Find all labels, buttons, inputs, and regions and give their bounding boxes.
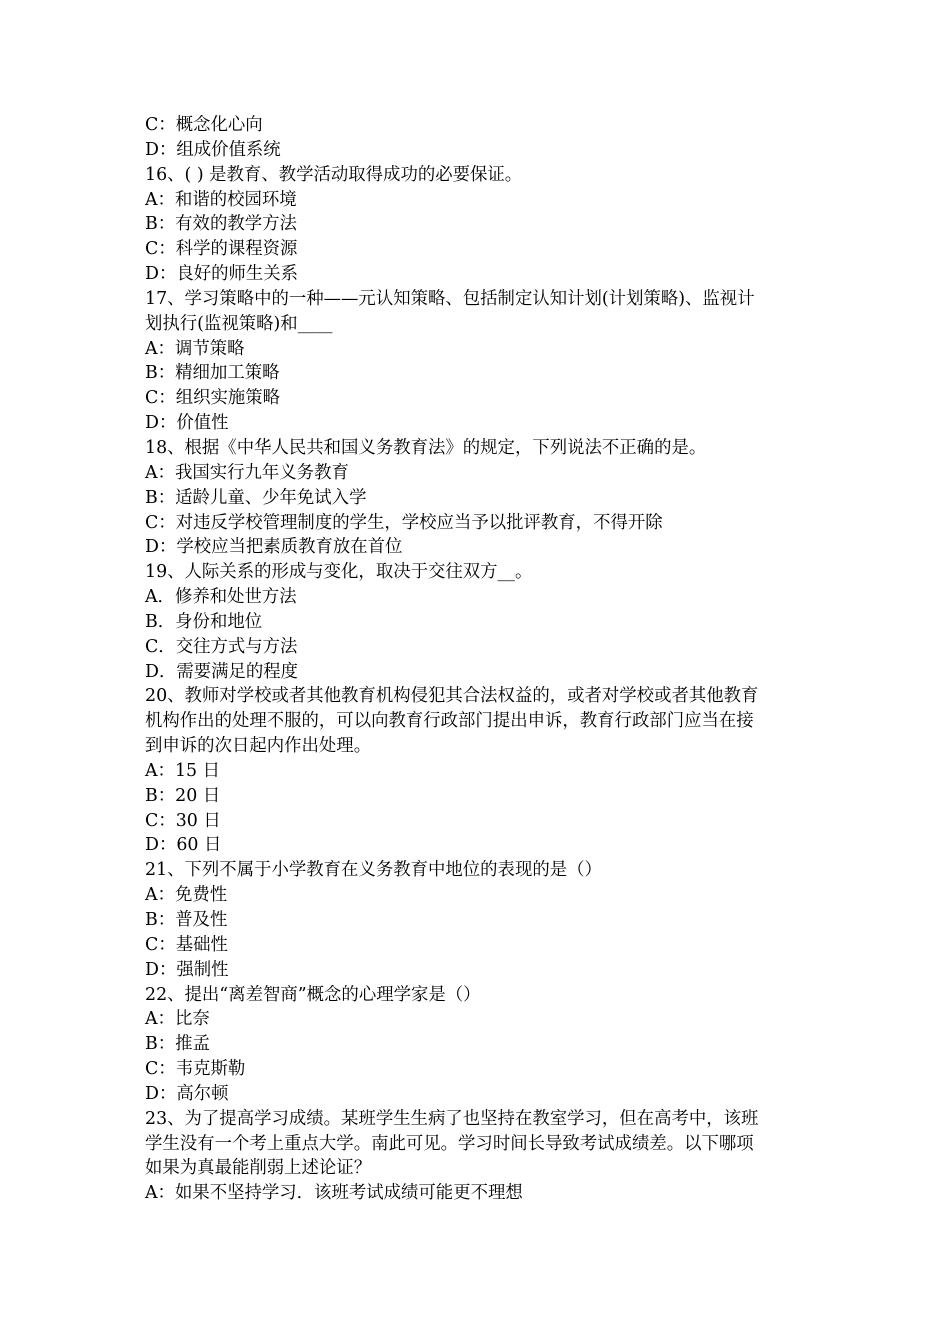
option-d-q21: D：强制性 xyxy=(145,959,229,980)
option-b-q22: B：推孟 xyxy=(145,1034,210,1055)
option-a-q17: A：调节策略 xyxy=(145,338,245,359)
option-a-q19: A．修养和处世方法 xyxy=(145,587,297,608)
option-a-q20: A：15 日 xyxy=(145,760,220,781)
question-16: 16、( ) 是教育、教学活动取得成功的必要保证。 xyxy=(145,164,523,185)
option-b-q19: B．身份和地位 xyxy=(145,611,263,632)
option-a-q23: A：如果不坚持学习．该班考试成绩可能更不理想 xyxy=(145,1183,523,1204)
question-20-line-1: 20、教师对学校或者其他教育机构侵犯其合法权益的，或者对学校或者其他教育 xyxy=(145,686,759,707)
option-d-q20: D：60 日 xyxy=(145,835,222,856)
question-21: 21、下列不属于小学教育在义务教育中地位的表现的是（） xyxy=(145,860,602,881)
question-18: 18、根据《中华人民共和国义务教育法》的规定，下列说法不正确的是。 xyxy=(145,437,707,458)
option-b-q17: B：精细加工策略 xyxy=(145,363,280,384)
document-body xyxy=(145,113,810,1206)
option-b-q18: B：适龄儿童、少年免试入学 xyxy=(145,487,367,508)
option-d-q16: D：良好的师生关系 xyxy=(145,264,299,285)
option-c-q17: C：组织实施策略 xyxy=(145,388,281,409)
question-23-line-2: 学生没有一个考上重点大学。南此可见。学习时间长导致考试成绩差。以下哪项 xyxy=(145,1133,754,1154)
question-19: 19、人际关系的形成与变化，取决于交往双方__。 xyxy=(145,562,533,583)
option-a-q22: A：比奈 xyxy=(145,1009,210,1030)
option-a-q16: A：和谐的校园环境 xyxy=(145,189,297,210)
option-d-q18: D：学校应当把素质教育放在首位 xyxy=(145,537,403,558)
question-20-line-3: 到申诉的次日起内作出处理。 xyxy=(145,736,372,757)
option-a-q21: A：免费性 xyxy=(145,885,228,906)
question-23-line-3: 如果为真最能削弱上述论证？ xyxy=(145,1158,372,1179)
option-b-q20: B：20 日 xyxy=(145,785,221,806)
option-c-q16: C：科学的课程资源 xyxy=(145,239,298,260)
question-17-line-2: 划执行(监视策略)和____ xyxy=(145,313,333,334)
option-c-q21: C：基础性 xyxy=(145,934,228,955)
option-d-q22: D：高尔顿 xyxy=(145,1083,229,1104)
question-22: 22、提出“离差智商”概念的心理学家是（） xyxy=(145,984,481,1005)
option-d-q15: D：组成价值系统 xyxy=(145,139,281,160)
option-c-q18: C：对违反学校管理制度的学生，学校应当予以批评教育，不得开除 xyxy=(145,512,663,533)
question-23-line-1: 23、为了提高学习成绩。某班学生生病了也坚持在教室学习，但在高考中，该班 xyxy=(145,1108,759,1129)
option-a-q18: A：我国实行九年义务教育 xyxy=(145,462,349,483)
option-c-q19: C．交往方式与方法 xyxy=(145,636,298,657)
option-d-q17: D：价值性 xyxy=(145,413,229,434)
option-c-q22: C：韦克斯勒 xyxy=(145,1059,246,1080)
option-c-q15: C：概念化心向 xyxy=(145,115,263,135)
question-20-line-2: 机构作出的处理不服的，可以向教育行政部门提出申诉，教育行政部门应当在接 xyxy=(145,711,754,732)
option-b-q21: B：普及性 xyxy=(145,910,228,930)
option-d-q19: D．需要满足的程度 xyxy=(145,661,299,682)
question-17-line-1: 17、学习策略中的一种——元认知策略、包括制定认知计划(计划策略)、监视计 xyxy=(145,288,755,309)
option-b-q16: B：有效的教学方法 xyxy=(145,214,297,235)
option-c-q20: C：30 日 xyxy=(145,810,221,831)
